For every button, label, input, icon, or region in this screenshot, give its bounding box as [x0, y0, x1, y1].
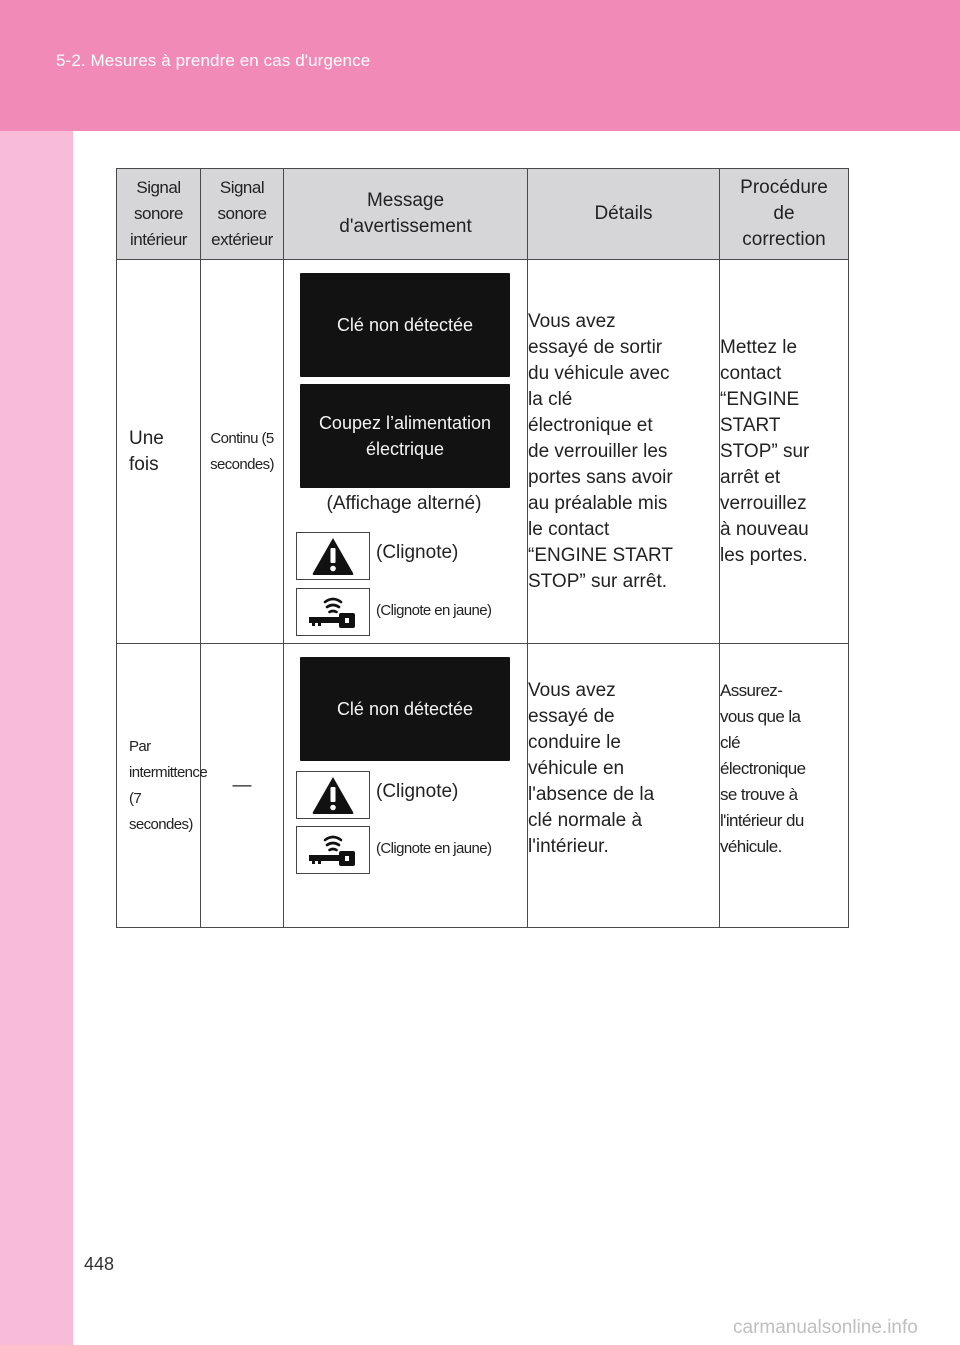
table-row: [117, 260, 849, 644]
smart-key-icon: [305, 592, 361, 632]
key-blink-yellow-label: (Clignote en jaune): [376, 840, 492, 857]
key-indicator-box: [296, 826, 370, 874]
display-screen-key-not-detected: Clé non détectée: [300, 273, 510, 377]
row2-warning-message: [284, 644, 528, 928]
warning-triangle-icon: [311, 775, 355, 815]
smart-key-icon: [305, 830, 361, 870]
row1-details: Vous avez essayé de sortir du véhicule avec la clé électronique et de verrouiller les portes sans avoir au préalable mis le contact “ENGINE START STOP” sur arrêt.: [528, 260, 720, 644]
row1-warning-message: [284, 260, 528, 644]
warning-triangle-icon: [311, 536, 355, 576]
page-number: 448: [84, 1254, 115, 1274]
display-screen-key-not-detected: Clé non détectée: [300, 657, 510, 761]
row2-exterior-buzzer: —: [201, 644, 284, 928]
watermark: carmanualsonline.info: [733, 1317, 918, 1338]
warning-blink-label: (Clignote): [376, 542, 459, 563]
header-procedure: Procédure de correction: [720, 169, 849, 260]
side-band: [0, 131, 73, 1345]
row1-procedure: Mettez le contact “ENGINE START STOP” sur arrêt et verrouillez à nouveau les portes.: [720, 260, 849, 644]
header-interior-buzzer: Signal sonore intérieur: [117, 169, 201, 260]
row2-details: Vous avez essayé de conduire le véhicule en l'absence de la clé normale à l'intérieur.: [528, 644, 720, 928]
row1-interior-buzzer: Une fois: [117, 260, 201, 644]
key-blink-yellow-label: (Clignote en jaune): [376, 602, 492, 619]
header-warning-message: Message d'avertissement: [284, 169, 528, 260]
header-details: Détails: [528, 169, 720, 260]
table-header-row: [117, 169, 849, 260]
warning-light-box: [296, 532, 370, 580]
key-indicator-box: [296, 588, 370, 636]
warning-light-box: [296, 771, 370, 819]
alternate-display-note: (Affichage alterné): [326, 493, 482, 514]
display-screen-power-off: Coupez l’alimentation électrique: [300, 384, 510, 488]
header-exterior-buzzer: Signal sonore extérieur: [201, 169, 284, 260]
row2-interior-buzzer: Par intermittence (7 secondes): [117, 644, 201, 928]
table-row: [117, 644, 849, 928]
row1-exterior-buzzer: Continu (5 secondes): [201, 260, 284, 644]
row2-procedure: Assurez- vous que la clé électronique se trouve à l'intérieur du véhicule.: [720, 644, 849, 928]
warning-blink-label: (Clignote): [376, 781, 459, 802]
warning-table: [116, 168, 849, 928]
section-title: 5-2. Mesures à prendre en cas d'urgence: [56, 51, 371, 70]
